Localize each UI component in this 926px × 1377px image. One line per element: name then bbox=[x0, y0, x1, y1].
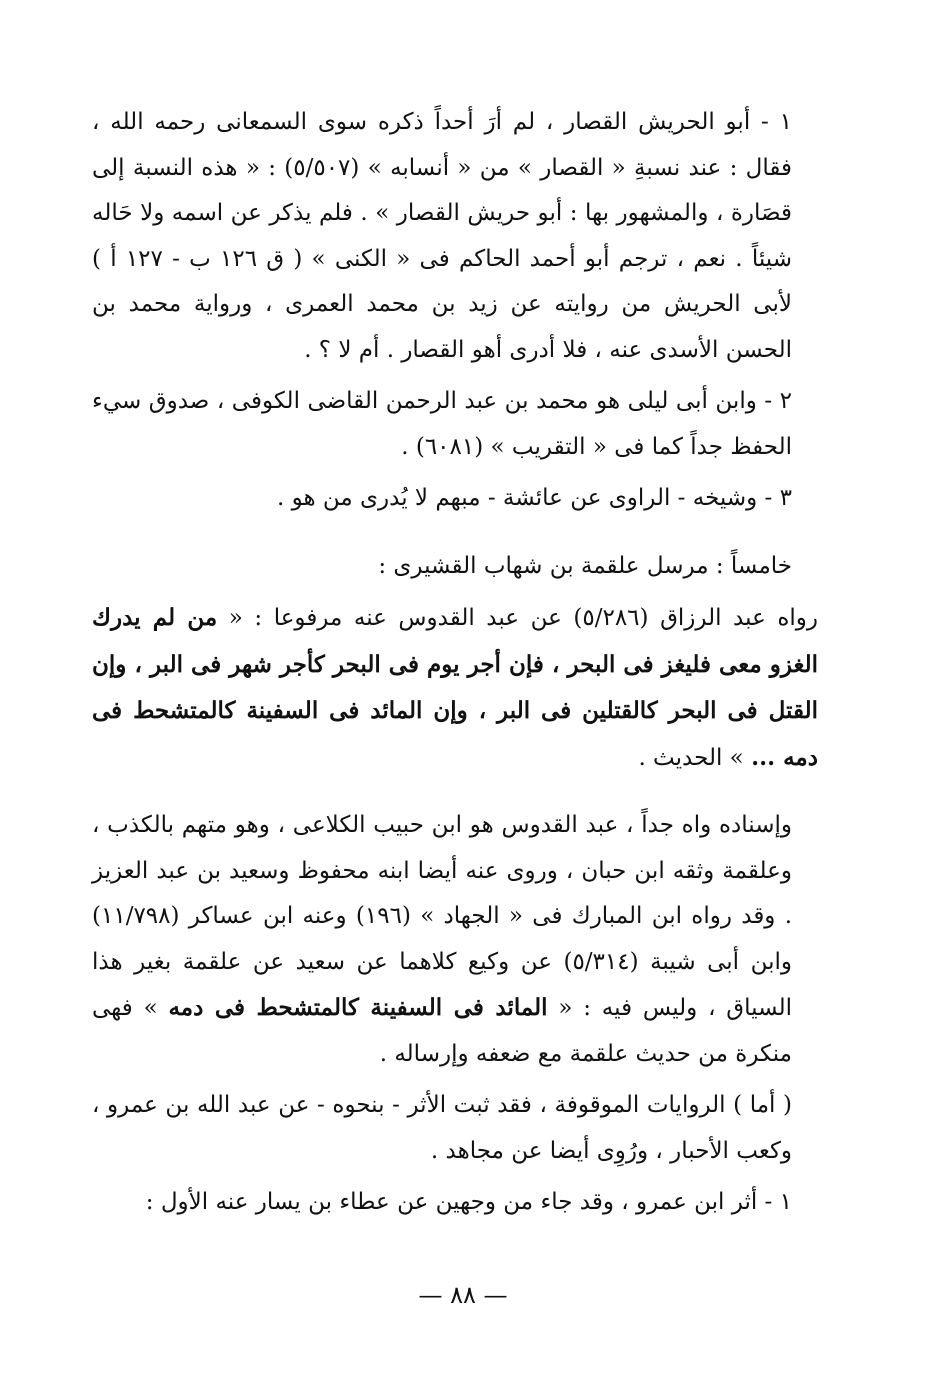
narration-intro: رواه عبد الرزاق (٥/٢٨٦) عن عبد القدوس عنه مرفوعا : « bbox=[217, 605, 819, 631]
footnote-2-ibn-abi-layla: ٢ - وابن أبى ليلى هو محمد بن عبد الرحمن القاضى الكوفى ، صدوق سيء الحفظ جداً كما فى « التقريب » (٦٠٨١) . bbox=[92, 388, 792, 460]
narration-outro: » الحديث . bbox=[638, 744, 752, 771]
section-heading-fifth: خامساً : مرسل علقمة بن شهاب القشيرى : bbox=[378, 552, 792, 579]
footnote-3-shaykh: ٣ - وشيخه - الراوى عن عائشة - مبهم لا يُدرى من هو . bbox=[276, 485, 792, 511]
footnote-1-abu-al-huraysh: ١ - أبو الحريش القصار ، لم أرَ أحداً ذكره سوى السمعانى رحمه الله ، فقال : عند نسبةِ « القصار » من « أنسابه » (٥/٥٠٧) : « هذه النسبة إلى قصَارة ، والمشهور بها : أبو حريش القصار » . فلم يذكر عن اسمه ولا حَاله شيئاً . نعم ، ترجم أبو أحمد الحاكم فى « الكنى » ( ق ١٢٦ ب - ١٢٧ أ ) لأبى الحريش من روايته عن زيد بن محمد العمرى ، ورواية محمد بن الحسن الأسدى عنه ، فلا أدرى أهو القصار . أم لا ؟ . bbox=[92, 109, 792, 363]
quoted-phrase-bold: المائد فى السفينة كالمتشحط فى دمه bbox=[168, 994, 548, 1021]
hadith-text-bold: من لم يدرك الغزو معى فليغز فى البحر ، فإن أجر يوم فى البحر كأجر شهر فى البر ، وإن القتل فى البحر كالقتلين فى البر ، وإن المائد فى السفينة كالمتشحط فى دمه ... bbox=[92, 604, 818, 771]
isnad-assessment-paragraph bbox=[92, 803, 818, 1077]
hadith-narration-paragraph bbox=[92, 595, 818, 781]
page-number: — ٨٨ — bbox=[418, 1281, 508, 1309]
isnad-intro: وإسناده واه جداً ، عبد القدوس هو ابن حبيب الكلاعى ، وهو متهم بالكذب ، وعلقمة وثقه ابن حبان ، وروى عنه أيضا ابنه محفوظ وسعيد بن عبد العزيز . وقد رواه ابن المبارك فى « الجهاد » (١٩٦) وعنه ابن عساكر (١١/٧٩٨) وابن أبى شيبة (٥/٣١٤) عن وكيع كلاهما عن سعيد عن علقمة بغير هذا السياق ، وليس فيه : « bbox=[92, 812, 793, 1021]
isnad-outro: » فهى منكرة من حديث علقمة مع ضعفه وإرساله . bbox=[92, 995, 792, 1067]
athar-ibn-amr-paragraph: ١ - أثر ابن عمرو ، وقد جاء من وجهين عن عطاء بن يسار عنه الأول : bbox=[145, 1189, 792, 1215]
mawquf-narrations-paragraph: ( أما ) الروايات الموقوفة ، فقد ثبت الأثر - بنحوه - عن عبد الله بن عمرو ، وكعب الأحبار ، ورُوِى أيضا عن مجاهد . bbox=[92, 1092, 792, 1164]
